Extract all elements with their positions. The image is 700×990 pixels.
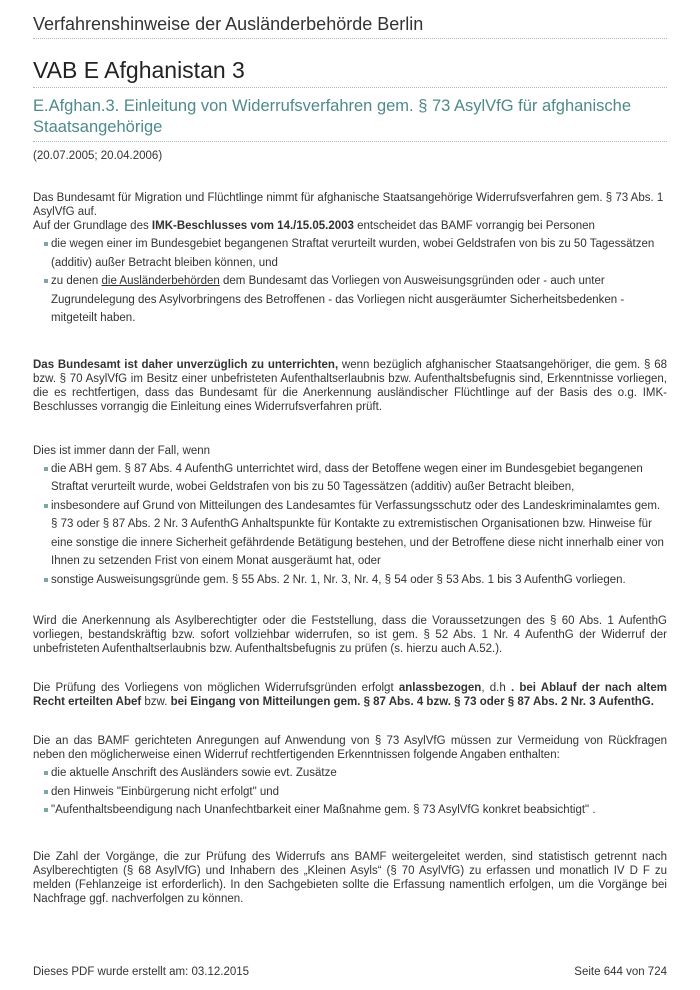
paragraph-text: Die Prüfung des Vorliegens von möglichen Widerrufsgründen erfolgt xyxy=(33,682,399,694)
list-item-text: insbesondere auf Grund von Mitteilungen des Landesamtes für Verfassungsschutz oder des Landeskriminalamtes gem. § 73 oder § 87 Abs. 2 Nr. 3 AufenthG Anhaltspunkte für Kontakte zu extremistischen Organisationen bzw. Hinweise für eine sonstige die innere Sicherheit gefährdende Betätigung bestehen, und der Betroffene diese nicht innerhalb einer von Ihnen zu setzenden Frist von einem Monat ausgeräumt hat, oder xyxy=(51,499,664,567)
bold-text: . bei Ablauf der nach altem Recht erteilten Abef xyxy=(33,682,667,708)
bullet-icon xyxy=(44,771,48,775)
bullet-icon xyxy=(44,467,48,471)
list-item xyxy=(33,497,667,571)
paragraph-notify xyxy=(33,358,667,414)
bullet-icon xyxy=(44,790,48,794)
paragraph-text: bzw. xyxy=(141,696,171,708)
bold-text: IMK-Beschlusses vom 14./15.05.2003 xyxy=(151,220,354,232)
list-item xyxy=(33,764,667,783)
page-footer xyxy=(33,966,667,978)
list-item xyxy=(33,235,667,272)
divider xyxy=(33,38,667,39)
paragraph-review xyxy=(33,681,667,709)
list-item-text: die aktuelle Anschrift des Ausländers sowie evt. Zusätze xyxy=(51,767,337,779)
paragraph-text: entscheidet das BAMF vorrangig bei Personen xyxy=(353,220,595,232)
revision-dates: (20.07.2005; 20.04.2006) xyxy=(33,150,163,162)
paragraph-statistics: Die Zahl der Vorgänge, die zur Prüfung des Widerrufs ans BAMF weitergeleitet werden, sind statistisch getrennt nach Asylberechtigten (§ 68 AsylVfG) und Inhabern des „Kleinen Asyls“ (§ 70 AsylVfG) zu erfassen und monatlich IV D F zu melden (Fehlanzeige ist erforderlich). In den Sachgebieten sollte die Erfassung namentlich erfolgen, um die Vorgänge bei Nachfrage ggf. nachverfolgen zu können. xyxy=(33,850,667,905)
site-title: Verfahrenshinweise der Ausländerbehörde Berlin xyxy=(33,14,424,34)
paragraph-text: Auf der Grundlage des xyxy=(33,220,152,232)
list-item xyxy=(33,801,667,820)
list-item xyxy=(33,571,667,590)
paragraph-text: Das Bundesamt für Migration und Flüchtlinge nimmt für afghanische Staatsangehörige Widerrufsverfahren gem. § 73 Abs. 1 AsylVfG auf. xyxy=(33,192,664,218)
bullet-list-3 xyxy=(33,764,667,820)
paragraph-conditions: Dies ist immer dann der Fall, wenn xyxy=(33,444,211,457)
divider xyxy=(33,87,667,88)
list-item-text: den Hinweis "Einbürgerung nicht erfolgt" und xyxy=(51,785,280,798)
bold-text: bei Eingang von Mitteilungen gem. § 87 Abs. 4 bzw. § 73 oder § 87 Abs. 2 Nr. 3 AufenthG. xyxy=(170,696,654,708)
auslaenderbehoerden-link[interactable]: die Ausländerbehörden xyxy=(101,275,220,287)
bullet-icon xyxy=(44,504,48,508)
document-page xyxy=(33,0,667,906)
bullet-list-2 xyxy=(33,460,667,590)
divider xyxy=(33,141,667,142)
list-item xyxy=(33,783,667,802)
list-item-text: sonstige Ausweisungsgründe gem. § 55 Abs. 2 Nr. 1, Nr. 3, Nr. 4, § 54 oder § 53 Abs. 1 bis 3 AufenthG vorliegen. xyxy=(51,573,626,586)
bullet-icon xyxy=(44,242,48,246)
list-item-text: dem Bundesamt das Vorliegen von Ausweisungsgründen oder - auch unter Zugrundelegung des Asylvorbringens des Betroffenen - das Vorliegen nicht ausgeräumter Sicherheitsbedenken - mitgeteilt haben. xyxy=(51,275,625,324)
list-item-text: zu denen xyxy=(51,275,102,287)
bullet-icon xyxy=(44,578,48,582)
paragraph-requirements: Die an das BAMF gerichteten Anregungen auf Anwendung von § 73 AsylVfG müssen zur Vermeidung von Rückfragen neben den möglicherweise einen Widerruf rechtfertigenden Erkenntnissen folgende Angaben enthalten: xyxy=(33,735,667,761)
paragraph-text: wenn bezüglich afghanischer Staatsangehöriger, die gem. § 68 bzw. § 70 AsylVfG im Besitz einer unbefristeten Aufenthaltserlaubnis bzw. Aufenthaltsbefugnis sind, Erkenntnisse vorliegen, die es rechtfertigen, dass das Bundesamt für die Anerkennung ausländischer Flüchtlinge auf der Basis des o.g. IMK-Beschlusses vorrangig die Einleitung eines Widerrufsverfahren prüft. xyxy=(33,358,667,413)
list-item xyxy=(33,272,667,328)
bullet-icon xyxy=(44,279,48,283)
bold-text: Das Bundesamt ist daher unverzüglich zu unterrichten, xyxy=(33,358,339,371)
list-item-text: die wegen einer im Bundesgebiet begangenen Straftat verurteilt wurden, wobei Geldstrafen von bis zu 50 Tagessätzen (additiv) außer Betracht bleiben können, und xyxy=(51,238,655,269)
page-title: VAB E Afghanistan 3 xyxy=(33,57,245,83)
bold-text: anlassbezogen xyxy=(398,682,482,694)
paragraph-text: , d.h xyxy=(481,682,511,694)
paragraph-intro xyxy=(33,191,667,233)
created-date: Dieses PDF wurde erstellt am: 03.12.2015 xyxy=(33,966,250,978)
list-item-text: die ABH gem. § 87 Abs. 4 AufenthG unterrichtet wird, dass der Betoffene wegen einer im Bundesgebiet begangenen Straftat verurteilt wurde, wobei Geldstrafen von bis zu 50 Tagessätzen (additiv) außer Betracht bleiben, xyxy=(51,462,643,493)
page-number: Seite 644 von 724 xyxy=(574,966,667,978)
list-item xyxy=(33,460,667,497)
list-item-text: "Aufenthaltsbeendigung nach Unanfechtbarkeit einer Maßnahme gem. § 73 AsylVfG konkret beabsichtigt" . xyxy=(51,804,596,816)
section-title: E.Afghan.3. Einleitung von Widerrufsverfahren gem. § 73 AsylVfG für afghanische Staatsangehörige xyxy=(33,97,631,136)
bullet-list-1 xyxy=(33,235,667,328)
bullet-icon xyxy=(44,808,48,812)
paragraph-revocation: Wird die Anerkennung als Asylberechtigter oder die Feststellung, dass die Voraussetzungen des § 60 Abs. 1 AufenthG vorliegen, bestandskräftig bzw. sofort vollziehbar widerrufen, so ist gem. § 52 Abs. 1 Nr. 4 AufenthG der Widerruf der unbefristeten Aufenthaltserlaubnis bzw. Aufenthaltsbefugnis zu prüfen (s. hierzu auch A.52.). xyxy=(33,615,667,655)
